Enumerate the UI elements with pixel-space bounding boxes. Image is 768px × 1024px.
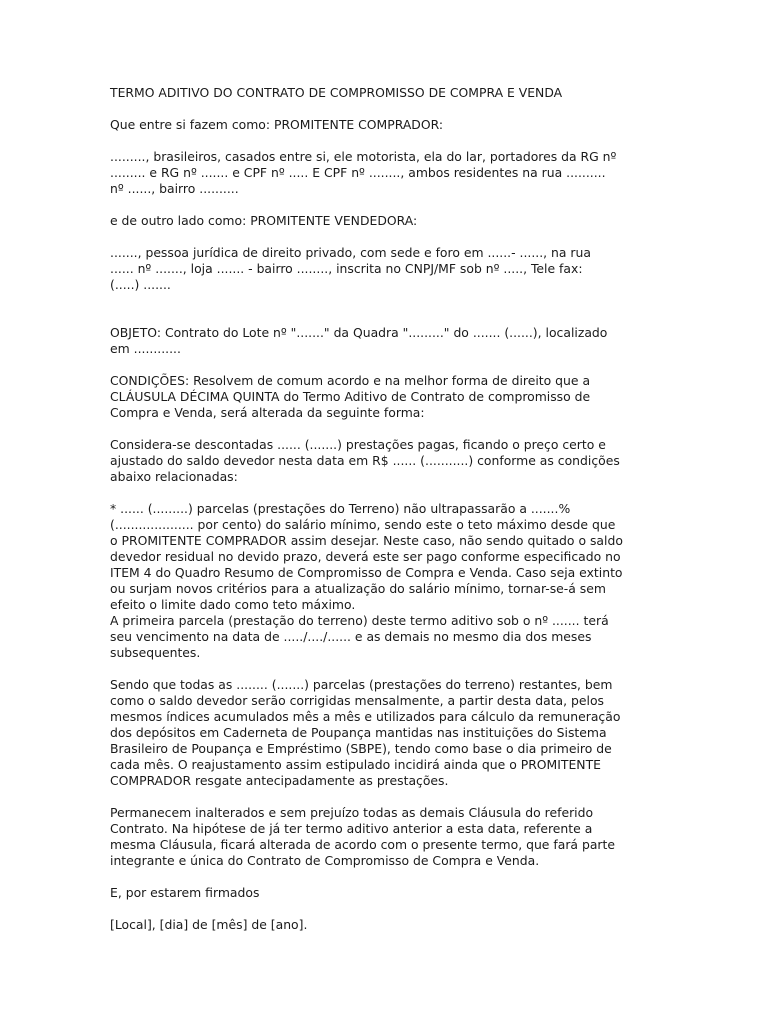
document-page (110, 85, 660, 933)
document-title (110, 85, 660, 101)
parcelas-line: (.................... por cento) do salário mínimo, sendo este o teto máximo desde que (110, 517, 616, 532)
seller-line: ......., pessoa jurídica de direito privado, com sede e foro em ......- ......, na rua (110, 245, 591, 260)
sendo-line: cada mês. O reajustamento assim estipulado incidirá ainda que o PROMITENTE (110, 757, 601, 772)
objeto-line: OBJETO: Contrato do Lote nº "......." da Quadra "........." do ....... (......), localizado (110, 325, 608, 340)
seller-intro-paragraph (110, 213, 660, 229)
permanecem-line: Permanecem inalterados e sem prejuízo todas as demais Cláusula do referido (110, 805, 594, 820)
sendo-line: dos depósitos em Caderneta de Poupança mantidas nas instituições do Sistema (110, 725, 607, 740)
intro-paragraph (110, 117, 660, 133)
parcelas-line: * ...... (.........) parcelas (prestações do Terreno) não ultrapassarão a .......% (110, 501, 571, 516)
considera-line: abaixo relacionadas: (110, 469, 238, 484)
permanecem-line: Contrato. Na hipótese de já ter termo aditivo anterior a esta data, referente a (110, 821, 593, 836)
firmados-line: E, por estarem firmados (110, 885, 260, 900)
parcelas-line: o PROMITENTE COMPRADOR assim desejar. Neste caso, não sendo quitado o saldo (110, 533, 623, 548)
parcelas-line: subsequentes. (110, 645, 201, 660)
sendo-line: COMPRADOR resgate antecipadamente as prestações. (110, 773, 449, 788)
objeto-paragraph (110, 325, 660, 357)
condicoes-line: CLÁUSULA DÉCIMA QUINTA do Termo Aditivo de Contrato de compromisso de (110, 389, 591, 404)
buyer-line: nº ......, bairro .......... (110, 181, 239, 196)
sendo-line: Brasileiro de Poupança e Empréstimo (SBPE), tendo como base o dia primeiro de (110, 741, 612, 756)
permanecem-paragraph (110, 805, 660, 869)
local-date-line: [Local], [dia] de [mês] de [ano]. (110, 917, 308, 932)
intro-line: Que entre si fazem como: PROMITENTE COMPRADOR: (110, 117, 443, 132)
buyer-line: ........., brasileiros, casados entre si, ele motorista, ela do lar, portadores da RG nº (110, 149, 617, 164)
buyer-line: ......... e RG nº ....... e CPF nº ..... E CPF nº ........, ambos residentes na rua .......... (110, 165, 606, 180)
permanecem-line: integrante e única do Contrato de Compromisso de Compra e Venda. (110, 853, 540, 868)
parcelas-line: ou surjam novos critérios para a atualização do salário mínimo, tornar-se-á sem (110, 581, 606, 596)
condicoes-paragraph (110, 373, 660, 421)
parcelas-line: ITEM 4 do Quadro Resumo de Compromisso de Compra e Venda. Caso seja extinto (110, 565, 623, 580)
considera-paragraph (110, 437, 660, 485)
condicoes-line: Compra e Venda, será alterada da seguinte forma: (110, 405, 425, 420)
parcelas-line: seu vencimento na data de ...../..../...... e as demais no mesmo dia dos meses (110, 629, 592, 644)
seller-intro-line: e de outro lado como: PROMITENTE VENDEDORA: (110, 213, 418, 228)
buyer-paragraph (110, 149, 660, 197)
parcelas-paragraph (110, 501, 660, 661)
parcelas-line: devedor residual no devido prazo, deverá este ser pago conforme especificado no (110, 549, 621, 564)
parcelas-line: efeito o limite dado como teto máximo. (110, 597, 356, 612)
considera-line: ajustado do saldo devedor nesta data em R$ ...... (...........) conforme as condições (110, 453, 620, 468)
seller-paragraph (110, 245, 660, 293)
seller-line: ...... nº ......., loja ....... - bairro ........, inscrita no CNPJ/MF sob nº ....., Tele fax: (110, 261, 583, 276)
sendo-line: Sendo que todas as ........ (.......) parcelas (prestações do terreno) restantes, bem (110, 677, 613, 692)
local-date-paragraph (110, 917, 660, 933)
considera-line: Considera-se descontadas ...... (.......) prestações pagas, ficando o preço certo e (110, 437, 606, 452)
permanecem-line: mesma Cláusula, ficará alterada de acordo com o presente termo, que fará parte (110, 837, 615, 852)
condicoes-line: CONDIÇÕES: Resolvem de comum acordo e na melhor forma de direito que a (110, 373, 591, 388)
sendo-line: mesmos índices acumulados mês a mês e utilizados para cálculo da remuneração (110, 709, 621, 724)
sendo-paragraph (110, 677, 660, 789)
seller-line: (.....) ....... (110, 277, 171, 292)
sendo-line: como o saldo devedor serão corrigidas mensalmente, a partir desta data, pelos (110, 693, 604, 708)
objeto-line: em ............ (110, 341, 181, 356)
parcelas-line: A primeira parcela (prestação do terreno) deste termo aditivo sob o nº ....... terá (110, 613, 609, 628)
title-line: TERMO ADITIVO DO CONTRATO DE COMPROMISSO DE COMPRA E VENDA (110, 85, 563, 100)
firmados-paragraph (110, 885, 660, 901)
